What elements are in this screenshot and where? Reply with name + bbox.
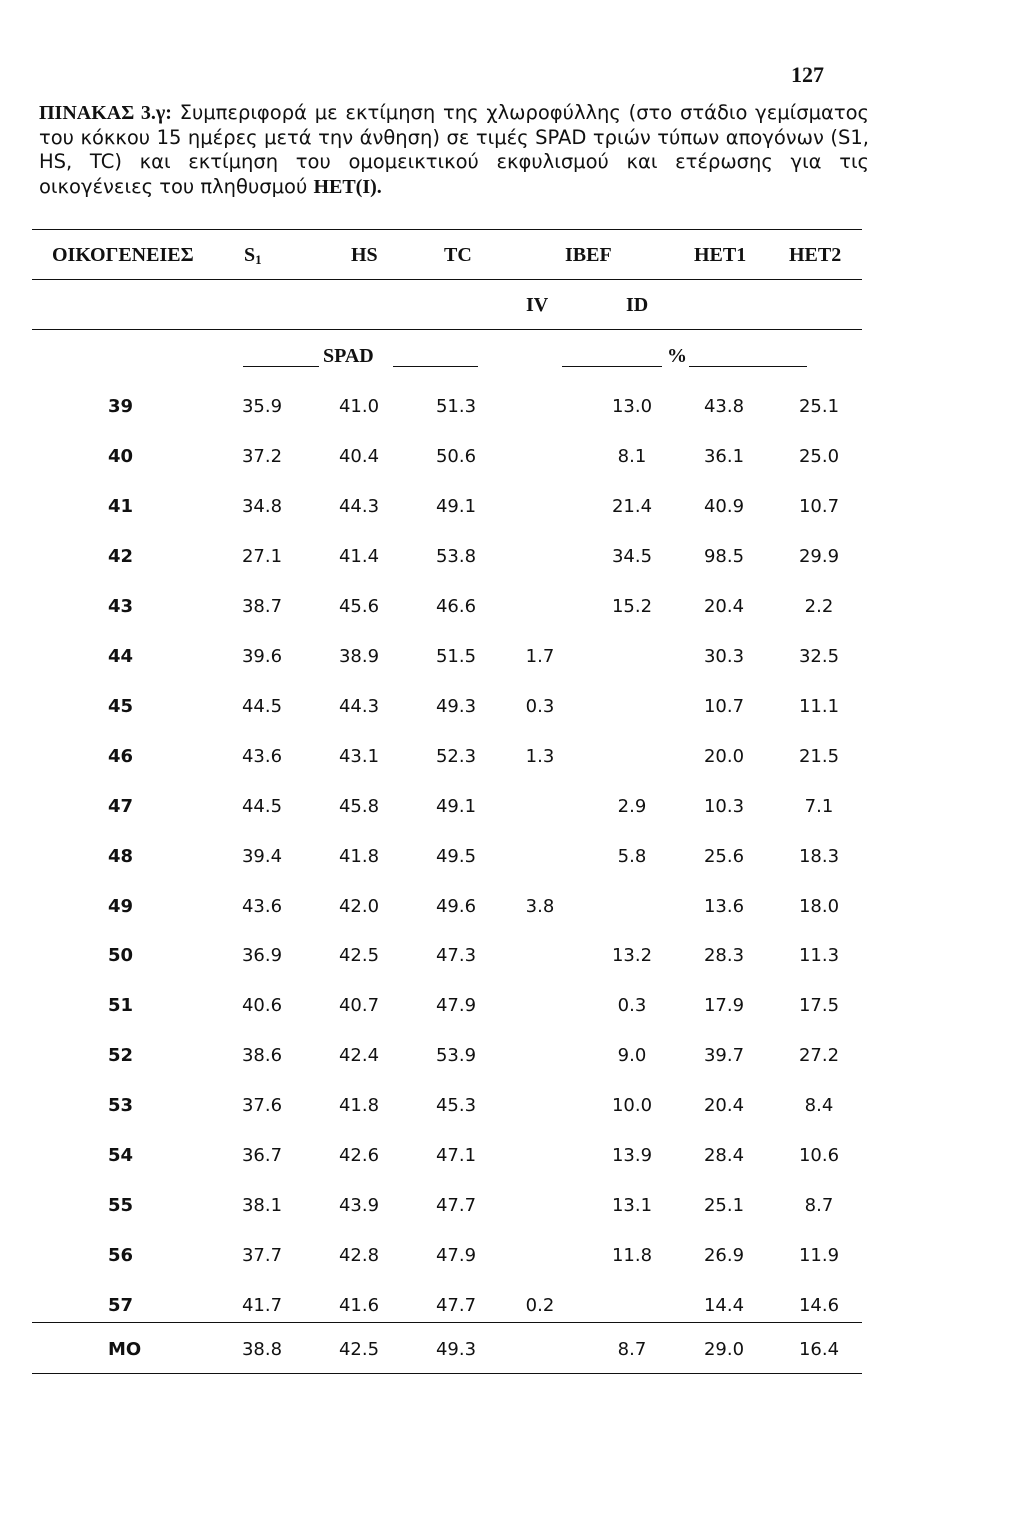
table-row-55-hs: 43.9 <box>338 1195 380 1216</box>
table-row-51-het1: 17.9 <box>703 995 745 1016</box>
table-row-56-hs: 42.8 <box>338 1245 380 1266</box>
table-row-47-s1: 44.5 <box>241 796 283 817</box>
page-number: 127 <box>791 62 824 87</box>
table-row-44-het1: 30.3 <box>703 646 745 667</box>
table-row-46-tc: 52.3 <box>435 746 477 767</box>
header-s1-main: S <box>244 244 256 266</box>
table-row-40-tc: 50.6 <box>435 446 477 467</box>
header-het2: HET2 <box>789 244 842 266</box>
table-row-39-family: 39 <box>108 396 134 417</box>
table-row-50-het1: 28.3 <box>703 945 745 966</box>
table-row-53-tc: 45.3 <box>435 1095 477 1116</box>
mean-row-het1: 29.0 <box>703 1339 745 1360</box>
table-row-40-family: 40 <box>108 446 134 467</box>
table-row-40-id: 8.1 <box>617 446 647 467</box>
table-row-42-id: 34.5 <box>611 546 653 567</box>
table-row-41-het2: 10.7 <box>798 496 840 517</box>
table-row-45-s1: 44.5 <box>241 696 283 717</box>
header-iv: IV <box>526 294 549 316</box>
header-families: ΟΙΚΟΓΕΝΕΙΕΣ <box>52 244 194 266</box>
table-row-43-het1: 20.4 <box>703 596 745 617</box>
table-row-47-het2: 7.1 <box>804 796 834 817</box>
table-row-41-s1: 34.8 <box>241 496 283 517</box>
table-row-45-tc: 49.3 <box>435 696 477 717</box>
table-row-40-hs: 40.4 <box>338 446 380 467</box>
unit-line-pct-left <box>562 366 662 367</box>
table-row-39-tc: 51.3 <box>435 396 477 417</box>
header-id: ID <box>626 294 649 316</box>
header-s1-sub: 1 <box>255 252 262 267</box>
table-row-49-het1: 13.6 <box>703 896 745 917</box>
table-row-49-het2: 18.0 <box>798 896 840 917</box>
table-row-45-het1: 10.7 <box>703 696 745 717</box>
table-row-47-id: 2.9 <box>617 796 647 817</box>
table-row-55-het2: 8.7 <box>804 1195 834 1216</box>
header-rule-2 <box>32 329 862 330</box>
table-top-rule <box>32 229 862 230</box>
table-row-57-hs: 41.6 <box>338 1295 380 1316</box>
table-row-42-s1: 27.1 <box>241 546 283 567</box>
table-row-55-tc: 47.7 <box>435 1195 477 1216</box>
table-row-54-tc: 47.1 <box>435 1145 477 1166</box>
table-row-51-family: 51 <box>108 995 134 1016</box>
table-row-50-hs: 42.5 <box>338 945 380 966</box>
table-row-53-s1: 37.6 <box>241 1095 283 1116</box>
table-row-54-id: 13.9 <box>611 1145 653 1166</box>
unit-line-spad-right <box>393 366 478 367</box>
table-row-56-tc: 47.9 <box>435 1245 477 1266</box>
table-row-49-s1: 43.6 <box>241 896 283 917</box>
table-row-49-family: 49 <box>108 896 134 917</box>
caption-het: HET(I). <box>313 175 382 198</box>
table-row-41-tc: 49.1 <box>435 496 477 517</box>
table-row-55-s1: 38.1 <box>241 1195 283 1216</box>
table-row-54-het2: 10.6 <box>798 1145 840 1166</box>
unit-line-pct-right <box>689 366 807 367</box>
table-row-42-family: 42 <box>108 546 134 567</box>
table-row-44-family: 44 <box>108 646 134 667</box>
table-row-45-hs: 44.3 <box>338 696 380 717</box>
table-row-50-s1: 36.9 <box>241 945 283 966</box>
caption-label: ΠΙΝΑΚΑΣ 3.γ: <box>39 102 172 124</box>
table-row-54-hs: 42.6 <box>338 1145 380 1166</box>
caption-text: Συμπεριφορά με εκτίμηση της χλωροφύλλης (στο στάδιο γεμίσματος του κόκκου 15 ημέρες μετά την άνθηση) σε τιμές SPAD τριών τύπων απογόνων (S1, HS, TC) και εκτίμηση του ομομεικτικού εκφυλισμού και ετέρωσης για τις οικογένειες του πληθυσμού <box>39 101 869 198</box>
table-row-52-tc: 53.9 <box>435 1045 477 1066</box>
table-row-42-tc: 53.8 <box>435 546 477 567</box>
table-row-49-iv: 3.8 <box>525 896 555 917</box>
table-row-48-id: 5.8 <box>617 846 647 867</box>
table-row-47-tc: 49.1 <box>435 796 477 817</box>
table-row-45-family: 45 <box>108 696 134 717</box>
table-row-41-family: 41 <box>108 496 134 517</box>
mean-row-id: 8.7 <box>617 1339 647 1360</box>
table-row-53-het1: 20.4 <box>703 1095 745 1116</box>
table-row-51-hs: 40.7 <box>338 995 380 1016</box>
table-row-50-tc: 47.3 <box>435 945 477 966</box>
table-row-44-het2: 32.5 <box>798 646 840 667</box>
table-row-54-family: 54 <box>108 1145 134 1166</box>
table-row-45-het2: 11.1 <box>798 696 840 717</box>
table-row-57-family: 57 <box>108 1295 134 1316</box>
table-row-47-het1: 10.3 <box>703 796 745 817</box>
table-row-39-id: 13.0 <box>611 396 653 417</box>
table-row-51-het2: 17.5 <box>798 995 840 1016</box>
table-row-43-het2: 2.2 <box>804 596 834 617</box>
table-row-52-het1: 39.7 <box>703 1045 745 1066</box>
table-row-48-het1: 25.6 <box>703 846 745 867</box>
table-row-56-family: 56 <box>108 1245 134 1266</box>
mean-row-s1: 38.8 <box>241 1339 283 1360</box>
table-row-42-hs: 41.4 <box>338 546 380 567</box>
header-het1: HET1 <box>694 244 747 266</box>
table-row-39-het1: 43.8 <box>703 396 745 417</box>
table-row-48-hs: 41.8 <box>338 846 380 867</box>
header-hs: HS <box>351 244 378 266</box>
header-s1 <box>244 244 262 268</box>
table-row-40-s1: 37.2 <box>241 446 283 467</box>
table-caption <box>39 101 869 199</box>
table-row-49-hs: 42.0 <box>338 896 380 917</box>
table-row-41-hs: 44.3 <box>338 496 380 517</box>
table-row-44-hs: 38.9 <box>338 646 380 667</box>
table-row-46-hs: 43.1 <box>338 746 380 767</box>
table-row-55-family: 55 <box>108 1195 134 1216</box>
table-row-46-het1: 20.0 <box>703 746 745 767</box>
table-row-39-s1: 35.9 <box>241 396 283 417</box>
header-tc: TC <box>444 244 472 266</box>
table-row-51-s1: 40.6 <box>241 995 283 1016</box>
table-row-48-family: 48 <box>108 846 134 867</box>
table-row-56-het2: 11.9 <box>798 1245 840 1266</box>
table-row-51-id: 0.3 <box>617 995 647 1016</box>
table-row-57-iv: 0.2 <box>525 1295 555 1316</box>
table-row-56-id: 11.8 <box>611 1245 653 1266</box>
table-row-57-het1: 14.4 <box>703 1295 745 1316</box>
table-row-56-het1: 26.9 <box>703 1245 745 1266</box>
table-row-46-s1: 43.6 <box>241 746 283 767</box>
table-row-53-family: 53 <box>108 1095 134 1116</box>
unit-percent: % <box>667 345 687 367</box>
mean-top-rule <box>32 1322 862 1323</box>
table-row-39-hs: 41.0 <box>338 396 380 417</box>
table-row-44-iv: 1.7 <box>525 646 555 667</box>
header-rule-1 <box>32 279 862 280</box>
table-row-44-s1: 39.6 <box>241 646 283 667</box>
table-row-42-het2: 29.9 <box>798 546 840 567</box>
table-row-43-tc: 46.6 <box>435 596 477 617</box>
table-bottom-rule <box>32 1373 862 1374</box>
table-row-45-iv: 0.3 <box>525 696 555 717</box>
table-row-41-id: 21.4 <box>611 496 653 517</box>
table-row-54-s1: 36.7 <box>241 1145 283 1166</box>
table-row-57-het2: 14.6 <box>798 1295 840 1316</box>
table-row-52-id: 9.0 <box>617 1045 647 1066</box>
table-row-40-het1: 36.1 <box>703 446 745 467</box>
table-row-55-het1: 25.1 <box>703 1195 745 1216</box>
header-ibef: IBEF <box>565 244 612 266</box>
table-row-53-id: 10.0 <box>611 1095 653 1116</box>
table-row-52-hs: 42.4 <box>338 1045 380 1066</box>
mean-row-het2: 16.4 <box>798 1339 840 1360</box>
table-row-42-het1: 98.5 <box>703 546 745 567</box>
table-row-39-het2: 25.1 <box>798 396 840 417</box>
unit-line-spad-left <box>243 366 319 367</box>
table-row-43-family: 43 <box>108 596 134 617</box>
table-row-51-tc: 47.9 <box>435 995 477 1016</box>
table-row-53-het2: 8.4 <box>804 1095 834 1116</box>
table-row-48-s1: 39.4 <box>241 846 283 867</box>
mean-row-hs: 42.5 <box>338 1339 380 1360</box>
unit-spad: SPAD <box>323 345 374 367</box>
table-row-43-id: 15.2 <box>611 596 653 617</box>
table-row-50-id: 13.2 <box>611 945 653 966</box>
table-row-41-het1: 40.9 <box>703 496 745 517</box>
table-row-56-s1: 37.7 <box>241 1245 283 1266</box>
table-row-53-hs: 41.8 <box>338 1095 380 1116</box>
table-row-57-s1: 41.7 <box>241 1295 283 1316</box>
table-row-44-tc: 51.5 <box>435 646 477 667</box>
table-row-55-id: 13.1 <box>611 1195 653 1216</box>
table-row-49-tc: 49.6 <box>435 896 477 917</box>
table-row-52-het2: 27.2 <box>798 1045 840 1066</box>
mean-row-tc: 49.3 <box>435 1339 477 1360</box>
table-row-46-family: 46 <box>108 746 134 767</box>
table-row-50-het2: 11.3 <box>798 945 840 966</box>
table-row-46-het2: 21.5 <box>798 746 840 767</box>
table-row-47-hs: 45.8 <box>338 796 380 817</box>
table-row-40-het2: 25.0 <box>798 446 840 467</box>
table-row-46-iv: 1.3 <box>525 746 555 767</box>
table-row-43-hs: 45.6 <box>338 596 380 617</box>
table-row-54-het1: 28.4 <box>703 1145 745 1166</box>
table-row-50-family: 50 <box>108 945 134 966</box>
mean-row-family: MO <box>108 1339 142 1360</box>
table-row-52-s1: 38.6 <box>241 1045 283 1066</box>
table-row-52-family: 52 <box>108 1045 134 1066</box>
table-row-48-het2: 18.3 <box>798 846 840 867</box>
table-row-57-tc: 47.7 <box>435 1295 477 1316</box>
table-row-43-s1: 38.7 <box>241 596 283 617</box>
table-row-48-tc: 49.5 <box>435 846 477 867</box>
table-row-47-family: 47 <box>108 796 134 817</box>
